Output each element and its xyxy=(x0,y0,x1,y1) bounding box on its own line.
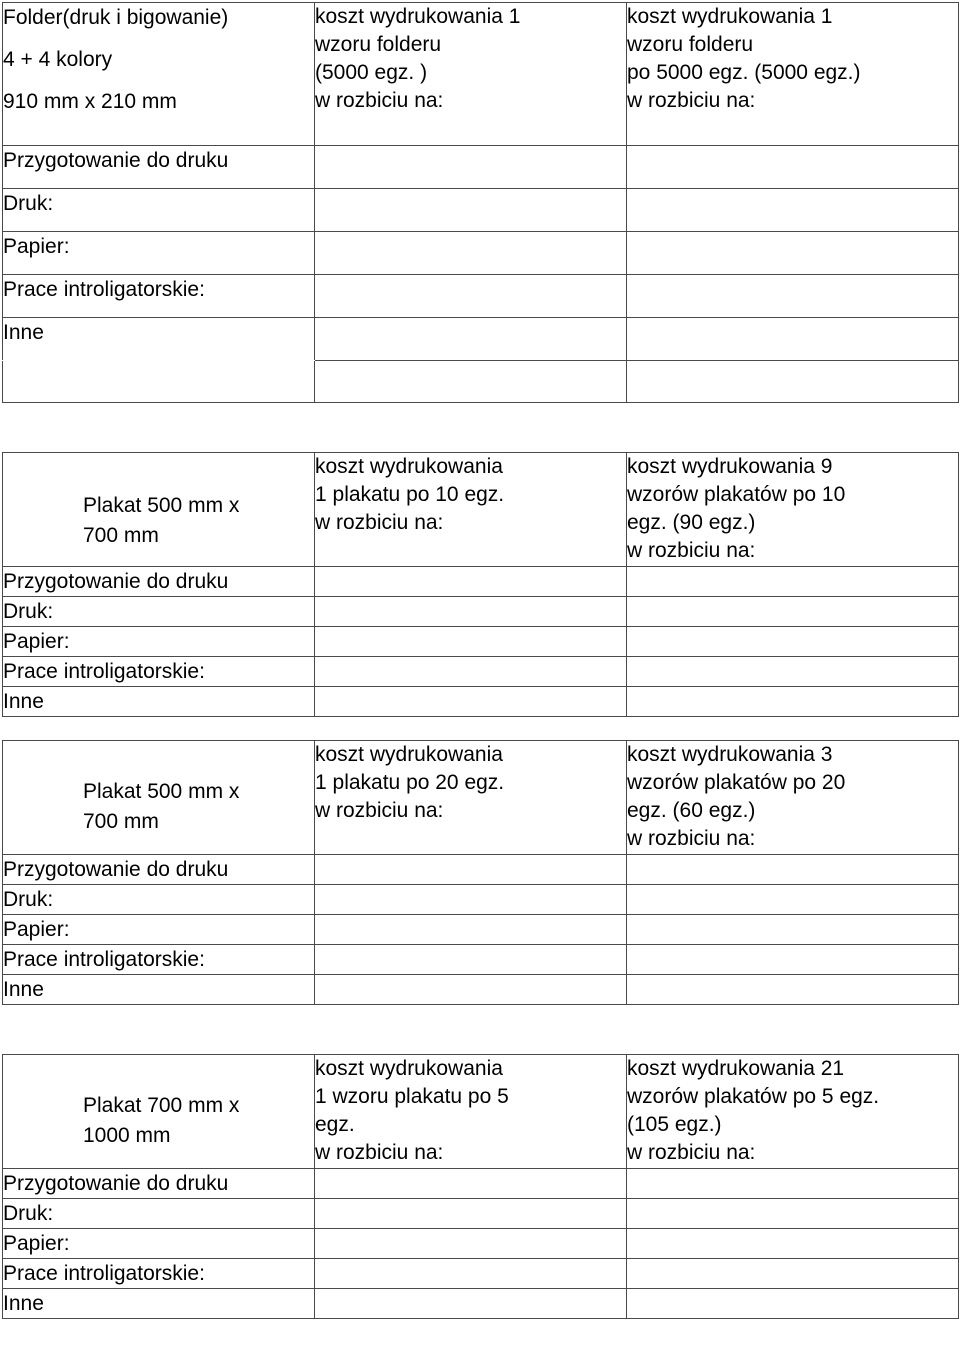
cost-cell-all[interactable] xyxy=(627,885,959,915)
product-colors: 4 + 4 kolory xyxy=(3,48,113,71)
single-design-cost-header: koszt wydrukowania 1 plakatu po 20 egz. w rozbiciu na: xyxy=(315,741,627,855)
product-title: Folder(druk i bigowanie) xyxy=(3,6,229,29)
total-cell-all[interactable] xyxy=(627,361,959,403)
cost-cell-single[interactable] xyxy=(315,232,627,275)
row-label-paper: Papier: xyxy=(3,627,315,657)
cost-cell-single[interactable] xyxy=(315,275,627,318)
cost-cell-all[interactable] xyxy=(627,627,959,657)
cost-cell-all[interactable] xyxy=(627,1199,959,1229)
row-label-binding: Prace introligatorskie: xyxy=(3,657,315,687)
total-cell-label xyxy=(3,361,315,403)
cost-cell-single[interactable] xyxy=(315,318,627,361)
row-label-binding: Prace introligatorskie: xyxy=(3,945,315,975)
row-label-binding: Prace introligatorskie: xyxy=(3,1259,315,1289)
product-size: 700 mm xyxy=(83,810,159,833)
cost-cell-single[interactable] xyxy=(315,687,627,717)
row-label-other: Inne xyxy=(3,318,315,361)
row-label-print: Druk: xyxy=(3,885,315,915)
cost-cell-all[interactable] xyxy=(627,1289,959,1319)
product-size: 910 mm x 210 mm xyxy=(3,90,177,113)
all-designs-cost-header: koszt wydrukowania 3 wzorów plakatów po 20 egz. (60 egz.) w rozbiciu na: xyxy=(627,741,959,855)
cost-table-folder xyxy=(2,2,959,403)
row-label-paper: Papier: xyxy=(3,1229,315,1259)
cost-cell-all[interactable] xyxy=(627,855,959,885)
cost-cell-all[interactable] xyxy=(627,687,959,717)
row-label-print: Druk: xyxy=(3,1199,315,1229)
product-title: Plakat 500 mm x xyxy=(83,780,240,803)
cost-cell-all[interactable] xyxy=(627,1259,959,1289)
cost-cell-all[interactable] xyxy=(627,945,959,975)
product-size: 1000 mm xyxy=(83,1124,171,1147)
single-design-cost-header: koszt wydrukowania 1 wzoru plakatu po 5 egz. w rozbiciu na: xyxy=(315,1055,627,1169)
cost-cell-single[interactable] xyxy=(315,975,627,1005)
product-description xyxy=(3,3,315,146)
cost-table-poster-700x1000 xyxy=(2,1054,959,1319)
product-description xyxy=(3,741,315,855)
cost-cell-all[interactable] xyxy=(627,275,959,318)
cost-cell-all[interactable] xyxy=(627,597,959,627)
cost-cell-single[interactable] xyxy=(315,627,627,657)
cost-cell-single[interactable] xyxy=(315,1169,627,1199)
cost-cell-single[interactable] xyxy=(315,855,627,885)
row-label-paper: Papier: xyxy=(3,915,315,945)
single-design-cost-header: koszt wydrukowania 1 plakatu po 10 egz. w rozbiciu na: xyxy=(315,453,627,567)
cost-cell-all[interactable] xyxy=(627,1169,959,1199)
row-label-prepress: Przygotowanie do druku xyxy=(3,855,315,885)
row-label-print: Druk: xyxy=(3,189,315,232)
total-cell-single[interactable] xyxy=(315,361,627,403)
all-designs-cost-header: koszt wydrukowania 1 wzoru folderu po 5000 egz. (5000 egz.) w rozbiciu na: xyxy=(627,3,959,146)
cost-cell-single[interactable] xyxy=(315,657,627,687)
cost-cell-single[interactable] xyxy=(315,189,627,232)
cost-cell-single[interactable] xyxy=(315,945,627,975)
cost-cell-all[interactable] xyxy=(627,567,959,597)
cost-cell-single[interactable] xyxy=(315,915,627,945)
product-description xyxy=(3,1055,315,1169)
row-label-other: Inne xyxy=(3,1289,315,1319)
cost-cell-all[interactable] xyxy=(627,146,959,189)
product-title: Plakat 700 mm x xyxy=(83,1094,240,1117)
row-label-paper: Papier: xyxy=(3,232,315,275)
cost-cell-all[interactable] xyxy=(627,657,959,687)
cost-cell-single[interactable] xyxy=(315,885,627,915)
cost-cell-all[interactable] xyxy=(627,189,959,232)
cost-cell-single[interactable] xyxy=(315,146,627,189)
cost-cell-single[interactable] xyxy=(315,1259,627,1289)
cost-cell-all[interactable] xyxy=(627,1229,959,1259)
row-label-print: Druk: xyxy=(3,597,315,627)
all-designs-cost-header: koszt wydrukowania 9 wzorów plakatów po 10 egz. (90 egz.) w rozbiciu na: xyxy=(627,453,959,567)
product-description xyxy=(3,453,315,567)
cost-cell-all[interactable] xyxy=(627,915,959,945)
cost-cell-single[interactable] xyxy=(315,597,627,627)
cost-cell-all[interactable] xyxy=(627,318,959,361)
product-size: 700 mm xyxy=(83,524,159,547)
row-label-other: Inne xyxy=(3,687,315,717)
cost-cell-all[interactable] xyxy=(627,975,959,1005)
cost-table-poster-500x700-a xyxy=(2,452,959,717)
cost-cell-single[interactable] xyxy=(315,567,627,597)
product-title: Plakat 500 mm x xyxy=(83,494,240,517)
single-design-cost-header: koszt wydrukowania 1 wzoru folderu (5000 egz. ) w rozbiciu na: xyxy=(315,3,627,146)
row-label-prepress: Przygotowanie do druku xyxy=(3,1169,315,1199)
cost-table-poster-500x700-b xyxy=(2,740,959,1005)
cost-cell-single[interactable] xyxy=(315,1229,627,1259)
cost-cell-single[interactable] xyxy=(315,1199,627,1229)
row-label-prepress: Przygotowanie do druku xyxy=(3,567,315,597)
cost-cell-all[interactable] xyxy=(627,232,959,275)
row-label-binding: Prace introligatorskie: xyxy=(3,275,315,318)
row-label-other: Inne xyxy=(3,975,315,1005)
row-label-prepress: Przygotowanie do druku xyxy=(3,146,315,189)
all-designs-cost-header: koszt wydrukowania 21 wzorów plakatów po 5 egz. (105 egz.) w rozbiciu na: xyxy=(627,1055,959,1169)
cost-cell-single[interactable] xyxy=(315,1289,627,1319)
